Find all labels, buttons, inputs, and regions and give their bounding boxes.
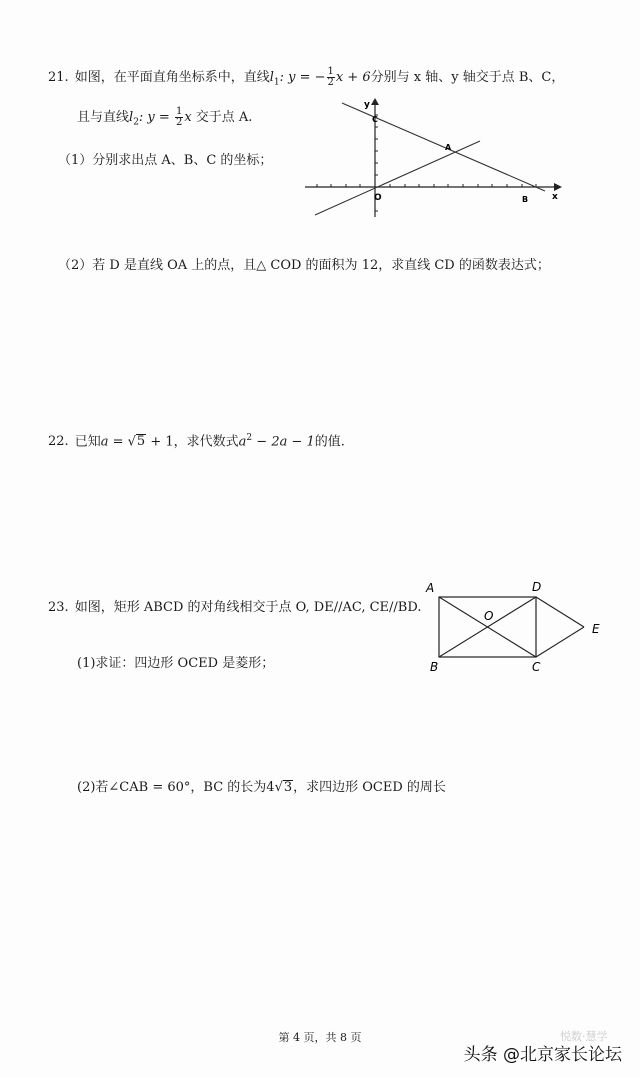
- q21-line-l2: [315, 141, 480, 215]
- q22-sqrt-value: 5: [136, 434, 146, 450]
- q21-l1-sub: 1: [273, 77, 280, 88]
- q21-fig-o-label: O: [374, 193, 382, 203]
- q22-line: [48, 430, 345, 450]
- q21-line2-a: 且与直线: [77, 110, 130, 125]
- q21-fig-b-label: B: [522, 195, 529, 204]
- q23-text: 如图，矩形 ABCD 的对角线相交于点 O, DE//AC, CE//BD.: [74, 600, 422, 615]
- q21-l1-fraction: [327, 67, 335, 88]
- q23-fig-a-label: A: [426, 581, 435, 595]
- q21-fig-c-label: C: [372, 115, 378, 124]
- q22-eq-tail: + 1: [146, 434, 174, 450]
- q23-number: 23.: [48, 600, 69, 615]
- q23-fig-o-label: O: [484, 609, 494, 623]
- q23-part2-coef: 4: [266, 780, 275, 795]
- q21-number: 21.: [48, 70, 69, 85]
- q21-fig-y-label: y: [364, 100, 370, 110]
- q22-expr-sup: 2: [246, 433, 253, 443]
- q21-l2-label: l: [129, 110, 134, 125]
- q23-segment-de: [536, 597, 584, 627]
- q22-number: 22.: [48, 434, 69, 450]
- q21-l2-sub: 2: [133, 117, 139, 128]
- q23-fig-b-label: B: [430, 660, 439, 674]
- q21-fig-a-label: A: [445, 143, 452, 152]
- q21-y-axis-arrow: [371, 98, 379, 105]
- q22-eq: a =: [100, 434, 128, 450]
- q23-line: [48, 600, 421, 616]
- q21-part2: （2）若 D 是直线 OA 上的点，且△ COD 的面积为 12，求直线 CD 的函数表达式；: [58, 258, 550, 273]
- q22-sqrt-sign: √: [127, 434, 136, 450]
- q23-sqrt-sign: √: [274, 780, 283, 795]
- q23-fig-d-label: D: [532, 580, 542, 594]
- q21-l2-fraction: [175, 107, 183, 128]
- q22-expr-tail: − 2a − 1: [252, 434, 315, 450]
- q21-line2: [77, 107, 252, 131]
- q23-fig-e-label: E: [592, 622, 600, 636]
- q23-fig-c-label: C: [532, 660, 541, 674]
- q21-l1-frac-den: 2: [327, 77, 334, 88]
- q22-expr-a: a: [238, 434, 247, 450]
- q21-l1-frac-num: 1: [327, 66, 334, 77]
- q22-text-b: ，求代数式: [173, 434, 239, 450]
- q21-intro-a: 如图，在平面直角坐标系中，直线: [74, 70, 270, 85]
- q23-segment-ce: [536, 627, 584, 657]
- faint-watermark: 悦数·慧学: [560, 1030, 608, 1043]
- q21-fig-x-label: x: [552, 192, 558, 202]
- q21-part1: （1）分别求出点 A、B、C 的坐标；: [58, 153, 273, 168]
- q21-coordinate-figure: [300, 95, 562, 220]
- q23-rectangle-figure: [420, 575, 610, 677]
- q21-l2-frac-den: 2: [175, 117, 183, 128]
- q21-intro-b: 分别与 x 轴、y 轴交于点 B、C，: [370, 70, 565, 85]
- q22-text-c: 的值.: [314, 434, 345, 450]
- q21-l1-label: l: [269, 70, 274, 85]
- q21-l1-eq-rhs: x + 6: [335, 70, 371, 85]
- q23-part2-a: (2)若∠CAB = 60°，BC 的长为: [77, 780, 267, 795]
- q21-x-axis-arrow: [554, 183, 562, 191]
- q21-l2-eq-lhs: : y =: [138, 110, 174, 125]
- q22-text-a: 已知: [74, 434, 101, 450]
- q23-part2: [77, 780, 446, 796]
- q21-l2-eq-rhs: x: [184, 110, 192, 125]
- q21-line1: [48, 67, 564, 91]
- q21-l1-eq-lhs: : y = −: [279, 70, 326, 85]
- q23-part2-b: ，求四边形 OCED 的周长: [293, 780, 446, 795]
- page-footer: 第 4 页，共 8 页: [278, 1031, 362, 1044]
- q23-part2-sqrt: 3: [283, 780, 293, 795]
- q21-line2-b: 交于点 A.: [191, 110, 253, 125]
- toutiao-watermark: 头条 @北京家长论坛: [463, 1045, 622, 1065]
- q21-l2-frac-num: 1: [175, 106, 183, 117]
- q23-part1: (1)求证：四边形 OCED 是菱形；: [77, 656, 275, 671]
